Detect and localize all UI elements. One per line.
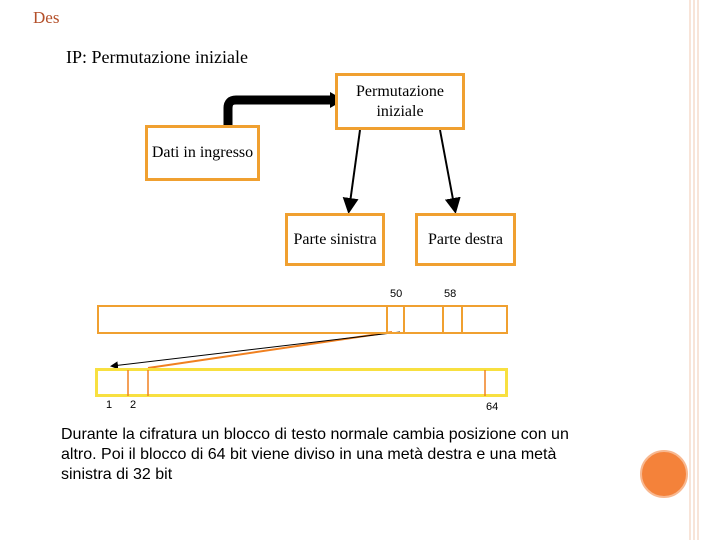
- bit-label-64: 64: [486, 401, 499, 413]
- slide-subtitle: IP: Permutazione iniziale: [66, 47, 248, 67]
- permutation-box: Permutazione iniziale: [335, 73, 465, 130]
- bit-label-2: 2: [130, 399, 137, 411]
- input-data-box: Dati in ingresso: [145, 125, 260, 181]
- caption-text: Durante la cifratura un blocco di testo normale cambia posizione con un altro. Poi il blocco di 64 bit viene diviso in una metà destra e una metà sinistra di 32 bit: [61, 426, 569, 483]
- slide-title: Des: [33, 8, 60, 27]
- left-half-box: Parte sinistra: [285, 213, 385, 266]
- right-half-box: Parte destra: [415, 213, 516, 266]
- bit-label-50: 50: [390, 288, 403, 300]
- bit-label-58: 58: [444, 288, 457, 300]
- bit-label-1: 1: [106, 399, 113, 411]
